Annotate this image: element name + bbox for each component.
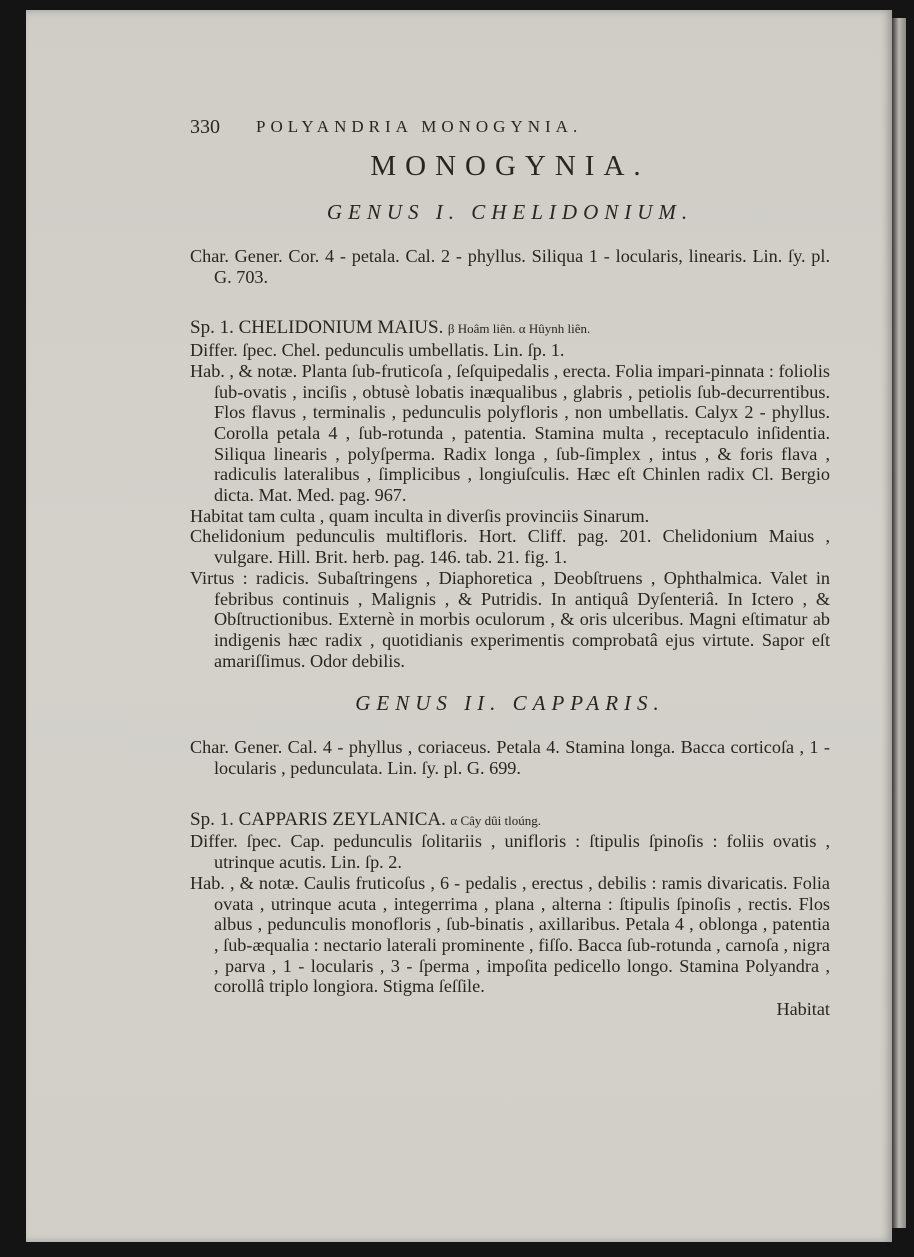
species-title-2: [190, 809, 830, 832]
genus-heading: GENUS I. CHELIDONIUM.: [326, 200, 694, 224]
species-synonym: Chelidonium pedunculis multifloris. Hort. Cliff. pag. 201. Chelidonium Maius , vulgare. Hill. Brit. herb. pag. 146. tab. 21. fig. 1.: [190, 526, 830, 568]
page-number: 330: [190, 116, 220, 139]
genus-character: [190, 246, 830, 287]
species-title: [190, 317, 830, 340]
genus-character-2: [190, 737, 830, 778]
species-virtus: Virtus : radicis. Subaſtringens , Diaphoretica , Deobſtruens , Ophthalmica. Valet in febribus continuis , Malignis , & Putridis. In antiquâ Dyſenteriâ. In Ictero , & Obſtructionibus. Externè in morbis oculorum , & oris ulceribus. Magni eſtimatur ab indigenis hæc radix , quotidianis experimentis comprobatâ ejus virtute. Sapor eſt amariſſimus. Odor debilis.: [190, 567, 830, 671]
running-title: POLYANDRIA MONOGYNIA.: [256, 117, 583, 137]
species-name-2: Sp. 1. CAPPARIS ZEYLANICA.: [190, 808, 446, 830]
species-differentia-2: Differ. ſpec. Cap. pedunculis ſolitariis , unifloris : ſtipulis ſpinoſis : foliis ovatis , utrinque acutis. Lin. ſp. 2.: [190, 831, 830, 873]
species-description-2: Hab. , & notæ. Caulis fruticoſus , 6 - pedalis , erectus , debilis : ramis divaricatis. Folia ovata , utrinque acuta , integerrima , plana , alterna : ſtipulis ſpinoſis , rectis. Flos albus , pedunculis monofloris , ſub-binatis , axillaribus. Petala 4 , oblonga , patentia , ſub-æqualia : nectario laterali prominente , fiſſo. Bacca ſub-rotunda , carnoſa , nigra , parva , 1 - locularis , 3 - ſperma , impoſita pedicello longo. Stamina Polyandra , corollâ triplo longiora. Stigma ſeſſile.: [190, 872, 830, 997]
catchword: Habitat: [776, 999, 830, 1020]
character-text-2: Char. Gener. Cal. 4 - phyllus , coriaceus. Petala 4. Stamina longa. Bacca corticoſa , 1 - locularis , pedunculata. Lin. ſy. pl. G. 699.: [190, 737, 830, 779]
page-gutter: [892, 18, 906, 1228]
running-head: [190, 108, 830, 138]
species-vernacular: β Hoâm liên. α Hûynh liên.: [447, 321, 591, 337]
species-differentia: Differ. ſpec. Chel. pedunculis umbellatis. Lin. ſp. 1.: [190, 340, 565, 361]
genus-heading-2: GENUS II. CAPPARIS.: [355, 691, 665, 716]
character-text: Char. Gener. Cor. 4 - petala. Cal. 2 - phyllus. Siliqua 1 - locularis, linearis. Lin. ſy. pl. G. 703.: [190, 246, 830, 287]
species-habitat: Habitat tam culta , quam inculta in diverſis provinciis Sinarum.: [190, 505, 650, 526]
species-description: Hab. , & notæ. Planta ſub-fruticoſa , ſeſquipedalis , erecta. Folia impari-pinnata : foliolis ſub-ovatis , inciſis , obtusè lobatis inæqualibus , glabris , petiolis ſub-decurrentibus. Flos flavus , terminalis , pedunculis polyfloris , non umbellatis. Calyx 2 - phyllus. Corolla petala 4 , ſub-rotunda , patentia. Stamina multa , receptaculo inſidentia. Siliqua linearis , polyſperma. Radix longa , ſub-ſimplex , intus , & foris flava , radiculis lateralibus , ſimplicibus , longiuſculis. Hæc eſt Chinlen radix Cl. Bergio dicta. Mat. Med. pag. 967.: [190, 360, 830, 506]
species-entry: [190, 317, 830, 671]
species-vernacular-2: α Cây dûi tloúng.: [450, 812, 541, 828]
section-title: MONOGYNIA.: [370, 150, 650, 182]
page-content: [190, 108, 830, 1020]
species-name: Sp. 1. CHELIDONIUM MAIUS.: [190, 317, 444, 339]
species-entry-2: [190, 809, 830, 1020]
